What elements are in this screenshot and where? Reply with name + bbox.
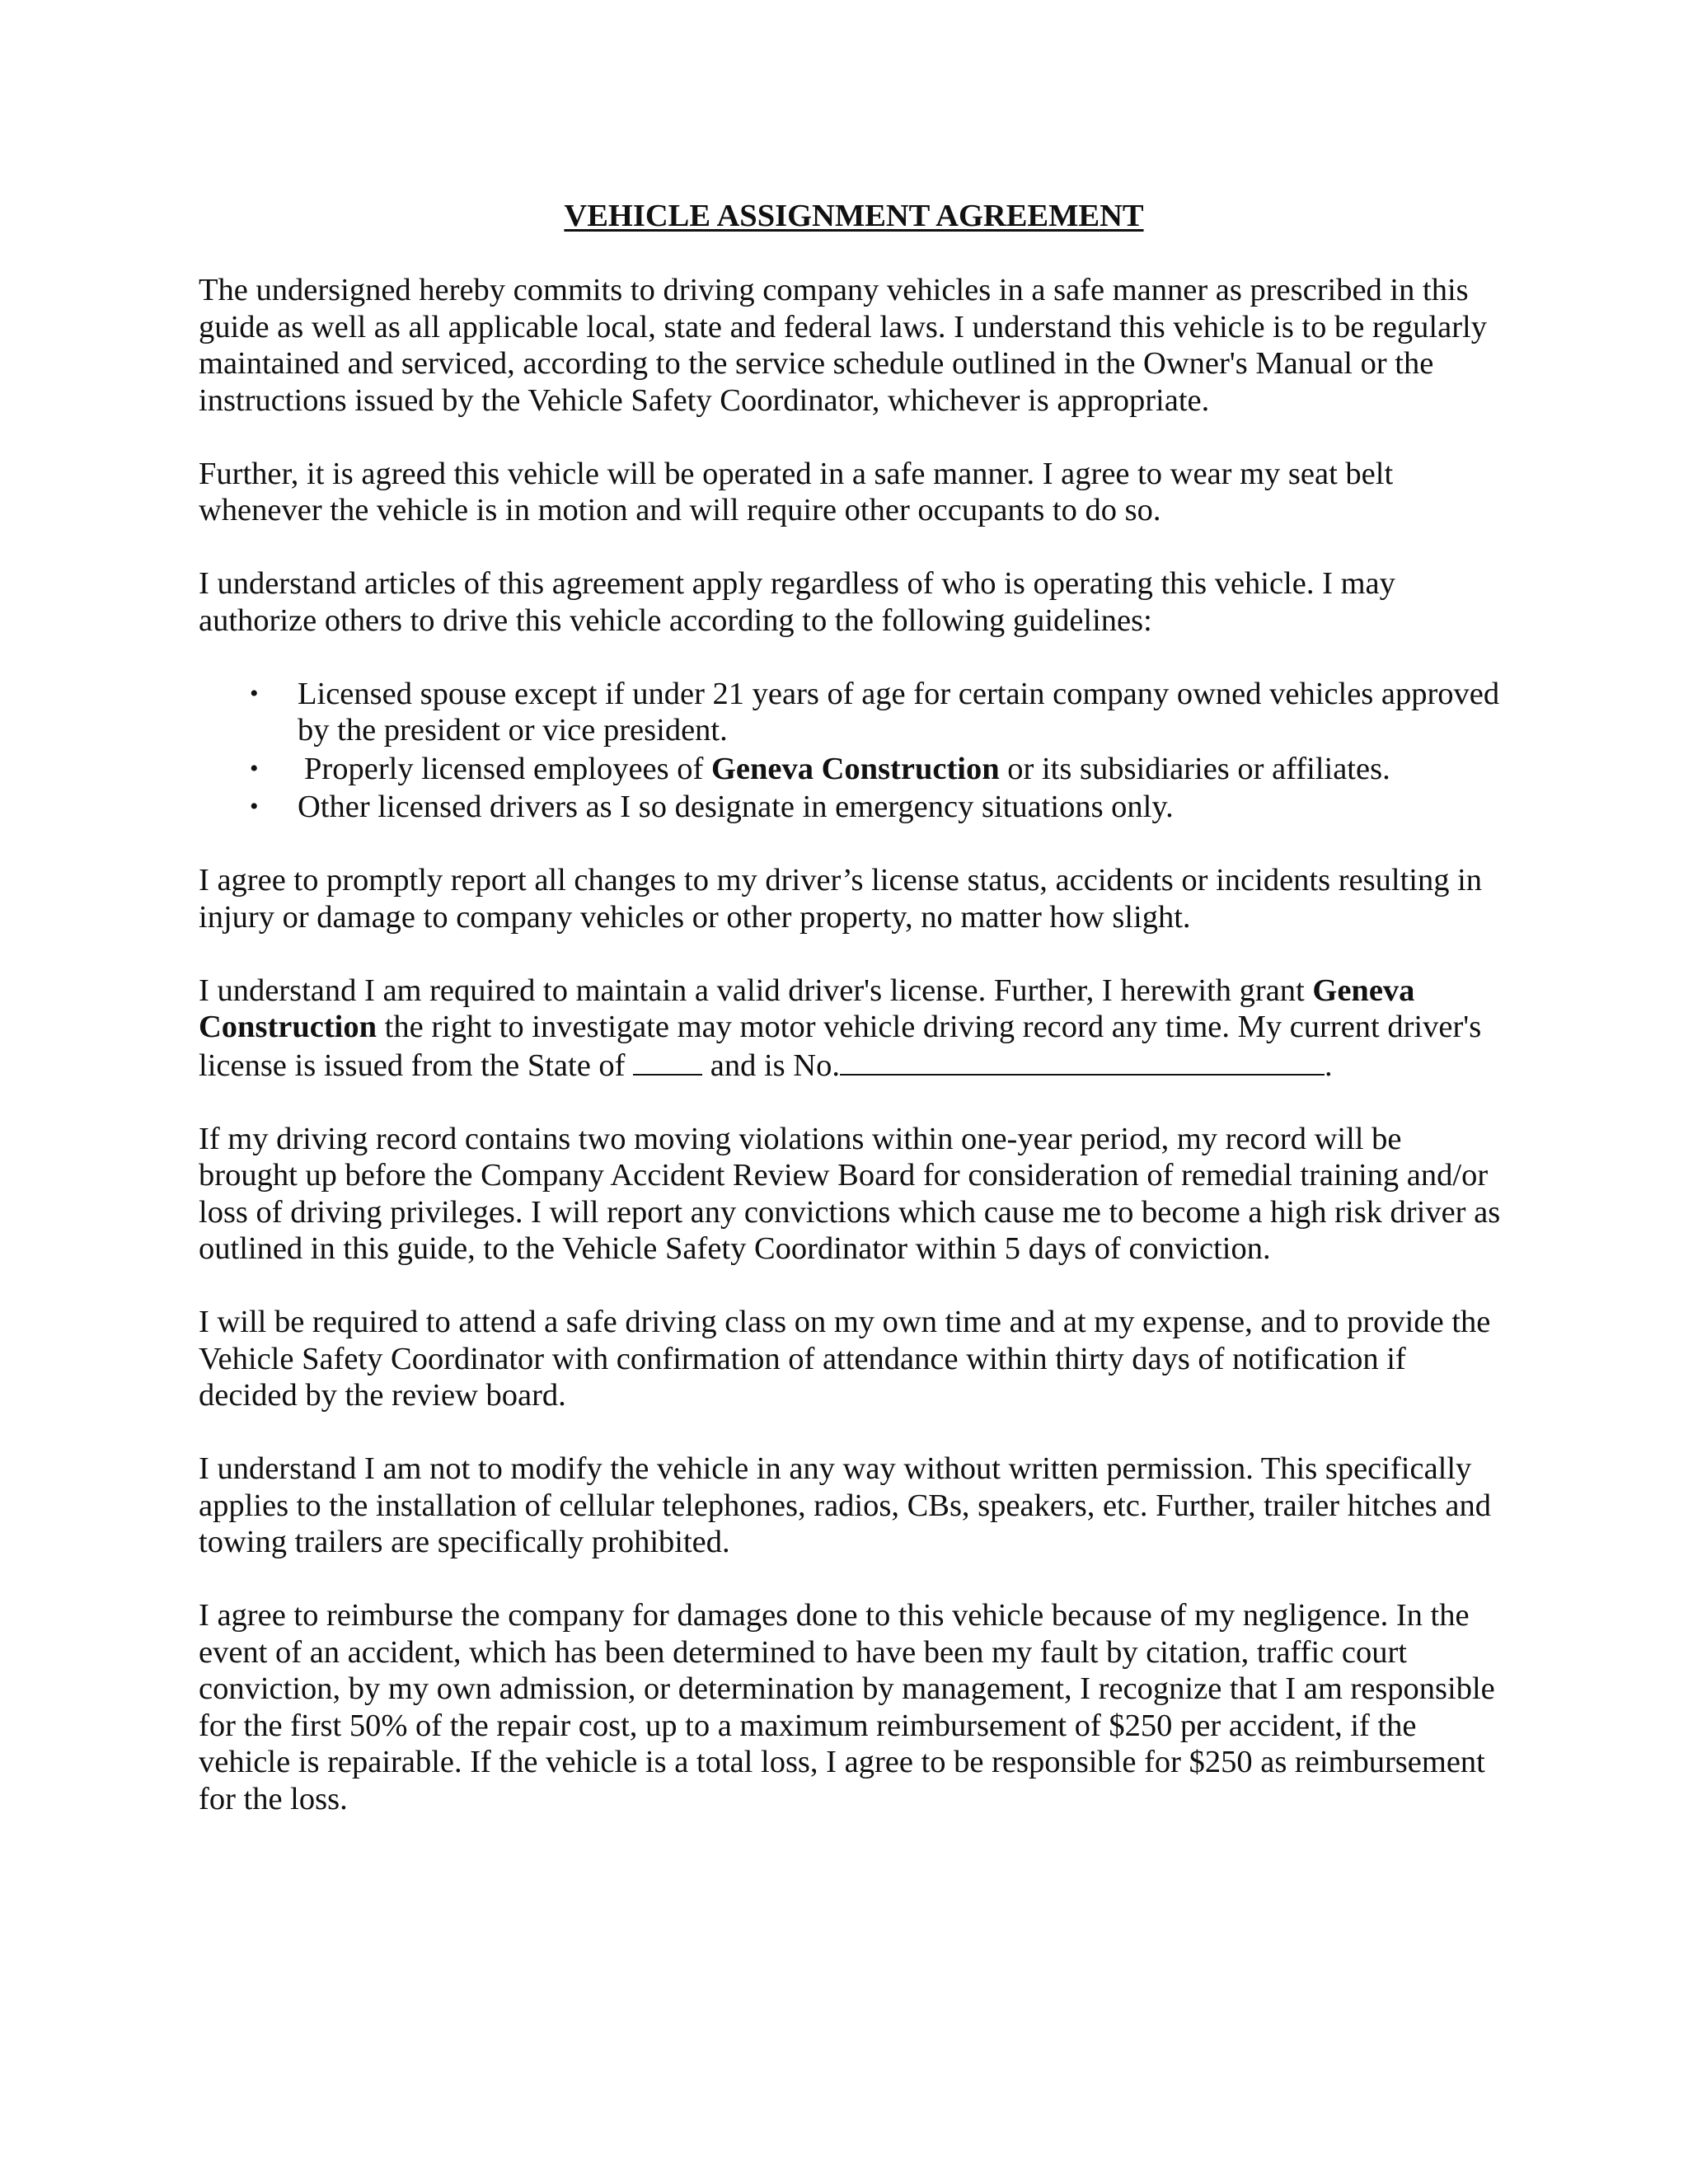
paragraph-authorization: I understand articles of this agreement apply regardless of who is operating this vehicle. I may authorize others to drive this vehicle according to the following guidelines: — [199, 566, 1395, 638]
paragraph-driving-class: I will be required to attend a safe driving class on my own time and at my expense, and to provide the Vehicle Safety Coordinator with confirmation of attendance within thirty days of notification if decided by the review board. — [199, 1305, 1491, 1413]
guideline-text-after: or its subsidiaries or affiliates. — [999, 751, 1390, 786]
license-number-label: and is No. — [702, 1047, 840, 1083]
bullet-icon: • — [250, 754, 259, 782]
bullet-icon: • — [250, 679, 259, 707]
company-name: Geneva Construction — [199, 972, 1415, 1044]
license-text-middle: the right to investigate may motor vehicle driving record any time. My current driver's license is issued from the State of — [199, 1010, 1482, 1083]
state-blank-field[interactable] — [633, 1046, 702, 1076]
paragraph-reimbursement: I agree to reimburse the company for damages done to this vehicle because of my negligence. In the event of an accident, which has been determined to have been my fault by citation, traffic court conviction, by my own admission, or determination by management, I recognize that I am responsible for the first 50% of the repair cost, up to a maximum reimbursement of $250 per accident, if the vehicle is repairable. If the vehicle is a total loss, I agree to be responsible for $250 as reimbursement for the loss. — [199, 1598, 1495, 1816]
guideline-item-spouse — [199, 676, 1501, 749]
document-title: VEHICLE ASSIGNMENT AGREEMENT — [564, 199, 1144, 233]
license-number-blank-field[interactable] — [840, 1046, 1325, 1076]
paragraph-safe-operation: Further, it is agreed this vehicle will be operated in a safe manner. I agree to wear my seat belt whenever the vehicle is in motion and will require other occupants to do so. — [199, 456, 1394, 527]
guidelines-list — [199, 676, 1501, 826]
company-name: Geneva Construction — [710, 751, 1000, 786]
bullet-icon: • — [250, 793, 259, 820]
paragraph-modifications: I understand I am not to modify the vehicle in any way without written permission. This specifically applies to the installation of cellular telephones, radios, CBs, speakers, etc. Further, trailer hitches and towing trailers are specifically prohibited. — [199, 1451, 1491, 1559]
guideline-text: Other licensed drivers as I so designate in emergency situations only. — [298, 790, 1174, 824]
guideline-text: Licensed spouse except if under 21 years of age for certain company owned vehicles approved by the president or vice president. — [298, 676, 1500, 748]
paragraph-license — [199, 972, 1501, 1085]
guideline-item-emergency — [199, 789, 1501, 826]
paragraph-commitment: The undersigned hereby commits to driving company vehicles in a safe manner as prescribed in this guide as well as all applicable local, state and federal laws. I understand this vehicle is to be regularly maintained and serviced, according to the service schedule outlined in the Owner's Manual or the instructions issued by the Vehicle Safety Coordinator, whichever is appropriate. — [199, 273, 1487, 418]
paragraph-reporting: I agree to promptly report all changes to my driver’s license status, accidents or incidents resulting in injury or damage to company vehicles or other property, no matter how slight. — [199, 863, 1483, 935]
agreement-page — [199, 198, 1501, 1854]
paragraph-violations: If my driving record contains two moving violations within one-year period, my record will be brought up before the Company Accident Review Board for consideration of remedial training and/or loss of driving privileges. I will report any convictions which cause me to become a high risk driver as outlined in this guide, to the Vehicle Safety Coordinator within 5 days of conviction. — [199, 1121, 1501, 1266]
guideline-item-employees — [199, 751, 1501, 788]
license-text-end: . — [1324, 1047, 1333, 1083]
license-text-before: I understand I am required to maintain a valid driver's license. Further, I herewith grant — [199, 972, 1313, 1008]
guideline-text-before: Properly licensed employees of — [304, 751, 711, 786]
